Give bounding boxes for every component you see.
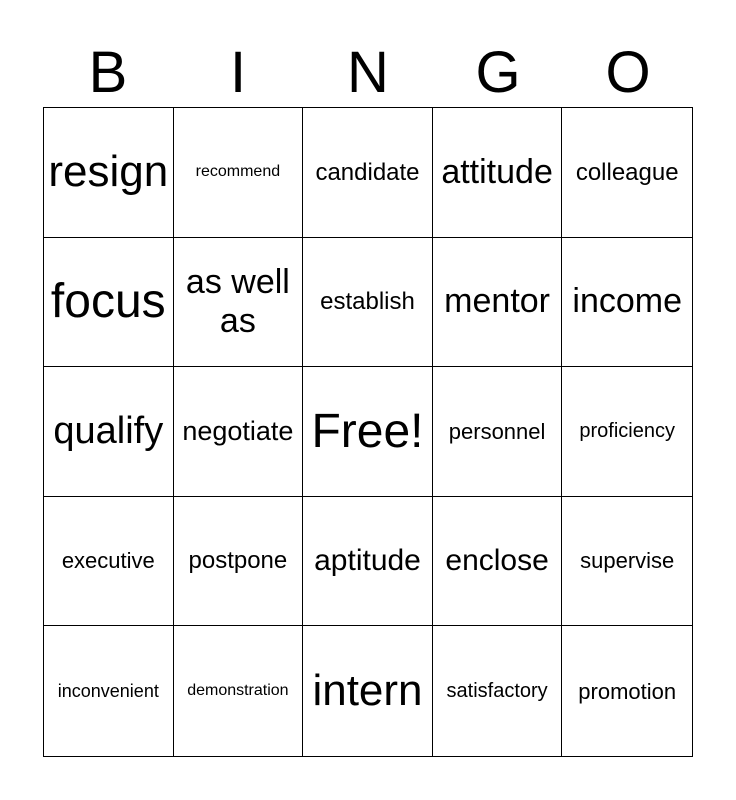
bingo-cell [44, 108, 174, 238]
bingo-cell [562, 108, 692, 238]
header-letter-o: O [605, 40, 651, 105]
bingo-cell [562, 367, 692, 497]
cell-text: colleague [575, 158, 679, 186]
cell-text: proficiency [579, 419, 675, 442]
cell-text: focus [50, 275, 166, 329]
cell-text: inconvenient [57, 680, 159, 701]
header-letter-b: B [88, 40, 128, 105]
bingo-cell [174, 497, 304, 627]
cell-text: as well as [185, 262, 290, 340]
bingo-cell [44, 367, 174, 497]
bingo-cell [433, 108, 563, 238]
bingo-cell [303, 497, 433, 627]
cell-text: Free! [311, 404, 424, 458]
cell-text: qualify [53, 409, 164, 452]
bingo-cell [433, 497, 563, 627]
cell-text: postpone [188, 547, 288, 575]
header-letter-i: I [229, 40, 247, 105]
bingo-cell [174, 626, 304, 756]
cell-text: intern [312, 665, 423, 715]
bingo-cell [562, 497, 692, 627]
cell-text: resign [48, 147, 169, 196]
bingo-cell [303, 626, 433, 756]
cell-text: aptitude [314, 543, 421, 577]
bingo-cell [303, 108, 433, 238]
bingo-cell [44, 238, 174, 368]
bingo-cell [562, 626, 692, 756]
bingo-cell [174, 238, 304, 368]
cell-text: candidate [315, 158, 420, 186]
bingo-cell [433, 238, 563, 368]
cell-text: personnel [448, 418, 546, 444]
bingo-header [43, 40, 693, 106]
header-letter-n: N [347, 40, 389, 105]
bingo-board [43, 107, 693, 757]
bingo-cell [44, 626, 174, 756]
cell-text: executive [61, 548, 155, 574]
bingo-cell [44, 497, 174, 627]
cell-text: attitude [441, 152, 553, 191]
cell-text: satisfactory [446, 679, 548, 702]
cell-text: recommend [195, 163, 281, 181]
header-letter-g: G [475, 40, 521, 105]
bingo-cell [303, 367, 433, 497]
bingo-cell [303, 238, 433, 368]
cell-text: enclose [445, 543, 549, 577]
cell-text: supervise [580, 548, 675, 574]
cell-text: negotiate [182, 415, 294, 446]
bingo-cell [433, 367, 563, 497]
cell-text: establish [320, 288, 415, 316]
bingo-cell [562, 238, 692, 368]
bingo-cell [174, 108, 304, 238]
cell-text: promotion [578, 678, 677, 704]
bingo-cell [433, 626, 563, 756]
cell-text: income [572, 282, 682, 321]
cell-text: mentor [444, 282, 550, 321]
cell-text: demonstration [187, 682, 289, 699]
bingo-cell [174, 367, 304, 497]
